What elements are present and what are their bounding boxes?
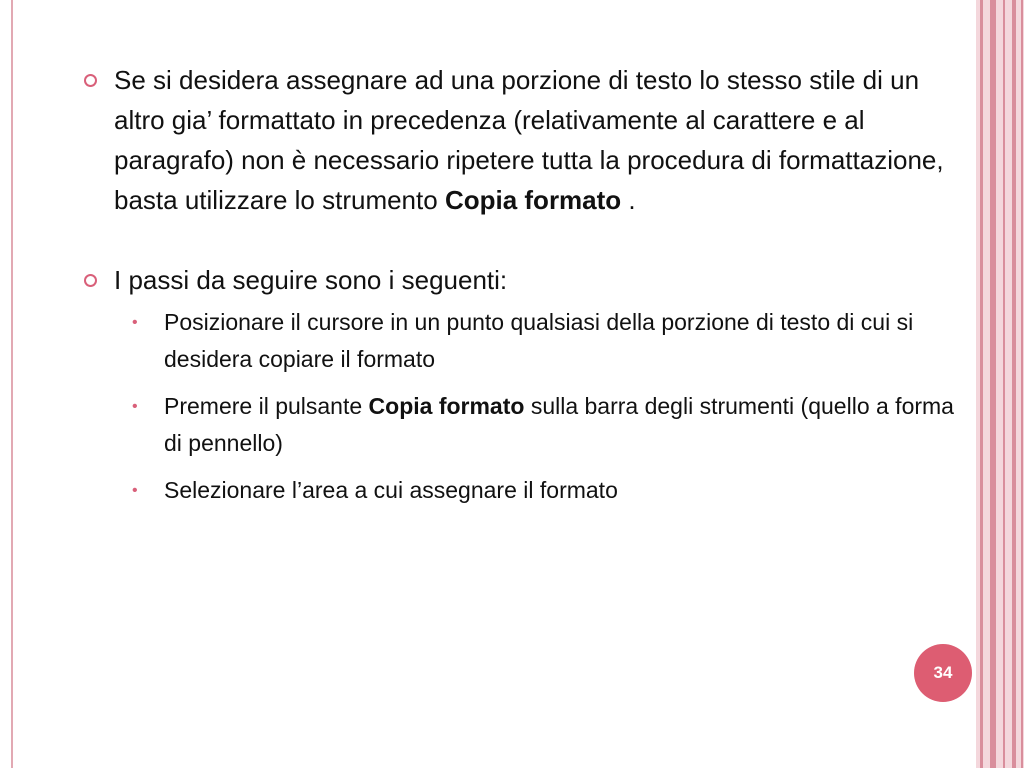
sub-bullet-item	[84, 472, 964, 509]
decorative-stripe	[1003, 0, 1005, 768]
decorative-stripe	[1021, 0, 1023, 768]
ring-bullet-icon	[84, 274, 97, 287]
ring-bullet-icon	[84, 74, 97, 87]
decorative-stripe	[990, 0, 996, 768]
decorative-stripe	[980, 0, 983, 768]
bullet-item	[84, 260, 964, 300]
slide-content	[84, 60, 964, 509]
bullet-text: Se si desidera assegnare ad una porzione di testo lo stesso stile di un altro gia’ formattato in precedenza (relativamente al carattere e al paragrafo) non è necessario ripetere tutta la procedura di formattazione, basta utilizzare lo strumento	[114, 65, 944, 215]
sub-bullet-text-end: sulla barra degli strumenti (quello a forma di pennello)	[164, 393, 954, 456]
bullet-item	[84, 60, 964, 220]
sub-bullet-text: Premere il pulsante	[164, 393, 369, 419]
left-border-line	[11, 0, 13, 768]
dot-bullet-icon: •	[132, 398, 138, 415]
page-number-badge: 34	[914, 644, 972, 702]
bullet-text: I passi da seguire sono i seguenti:	[114, 265, 508, 295]
sub-bullet-bold-text: Copia formato	[368, 393, 525, 419]
dot-bullet-icon: •	[132, 314, 138, 331]
sub-bullet-text: Selezionare l’area a cui assegnare il formato	[164, 477, 618, 503]
dot-bullet-icon: •	[132, 482, 138, 499]
right-decorative-band	[976, 0, 1024, 768]
decorative-stripe	[1012, 0, 1016, 768]
bullet-bold-text: Copia formato	[444, 185, 622, 215]
sub-bullet-text: Posizionare il cursore in un punto qualsiasi della porzione di testo di cui si desidera copiare il formato	[164, 309, 914, 372]
sub-bullet-item	[84, 304, 964, 378]
bullet-text-end: .	[621, 185, 636, 215]
sub-bullet-item	[84, 388, 964, 462]
